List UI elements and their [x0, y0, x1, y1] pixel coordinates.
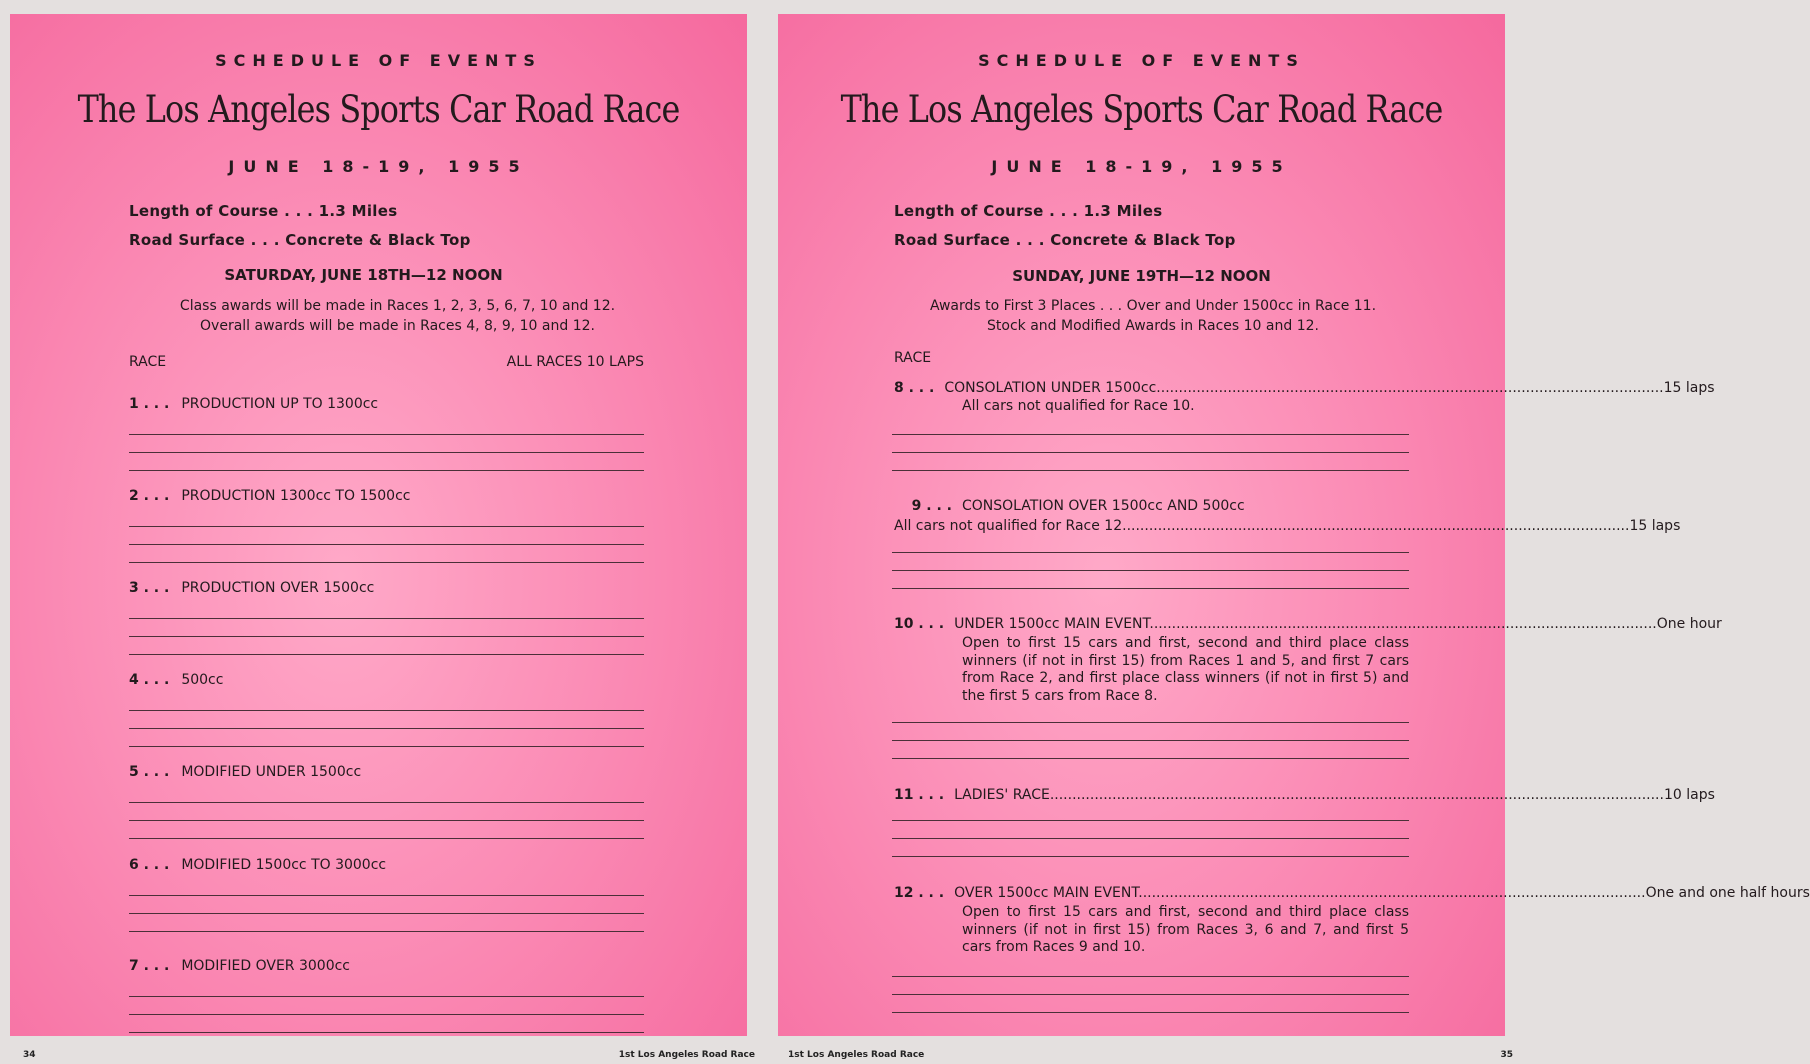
race-name: OVER 1500cc MAIN EVENT: [954, 885, 1139, 901]
divider-line: [892, 452, 1409, 453]
schedule-header: SCHEDULE OF EVENTS: [215, 51, 542, 70]
race-laps: 15 laps: [1663, 380, 1715, 396]
race-name: LADIES' RACE: [954, 787, 1050, 803]
race-name: MODIFIED 1500cc TO 3000cc: [181, 857, 387, 873]
race-name: UNDER 1500cc MAIN EVENT: [954, 616, 1150, 632]
race-entry: [129, 958, 350, 974]
race-description: All cars not qualified for Race 10.: [962, 398, 1195, 414]
race-number: 7 . . .: [129, 958, 170, 974]
race-entry: 8 . . . CONSOLATION UNDER 1500cc.................................................................................................................. 15 laps All cars not qualified for Race 10.: [894, 380, 1715, 414]
divider-line: [892, 994, 1409, 995]
course-length: Length of Course . . . 1.3 Miles: [129, 202, 398, 220]
page-number: 35: [1500, 1050, 1513, 1060]
divider-line: [892, 570, 1409, 571]
race-entry: [129, 857, 386, 873]
race-laps: One and one half hours: [1645, 885, 1810, 901]
course-length: Length of Course . . . 1.3 Miles: [894, 202, 1163, 220]
divider-line: [892, 856, 1409, 857]
race-name: CONSOLATION OVER 1500cc AND 500cc: [962, 498, 1245, 514]
race-number: 12 . . .: [894, 885, 945, 901]
race-entry: 9 . . . CONSOLATION OVER 1500cc AND 500cc All cars not qualified for Race 12.................................................................................................................. 15 laps: [894, 498, 1681, 534]
day-heading: SATURDAY, JUNE 18TH—12 NOON: [224, 266, 503, 284]
race-name: PRODUCTION 1300cc TO 1500cc: [181, 488, 411, 504]
divider-line: [892, 552, 1409, 553]
schedule-header: SCHEDULE OF EVENTS: [978, 51, 1305, 70]
divider-line: [129, 526, 644, 527]
race-column-label: RACE: [894, 350, 932, 366]
divider-line: [129, 452, 644, 453]
divider-line: [892, 758, 1409, 759]
page-footer: 1st Los Angeles Road Race: [618, 1050, 755, 1060]
race-number: 11 . . .: [894, 787, 945, 803]
left-page: [10, 14, 755, 1060]
page-number: 34: [23, 1050, 36, 1060]
awards-note-1: Class awards will be made in Races 1, 2, 3, 5, 6, 7, 10 and 12.: [179, 298, 616, 314]
race-name: PRODUCTION OVER 1500cc: [181, 580, 375, 596]
awards-note-2: Overall awards will be made in Races 4, 8, 9, 10 and 12.: [200, 318, 595, 334]
race-laps: 15 laps: [1629, 518, 1681, 534]
divider-line: [129, 618, 644, 619]
divider-line: [129, 1032, 644, 1033]
divider-line: [129, 636, 644, 637]
road-surface: Road Surface . . . Concrete & Black Top: [894, 231, 1236, 249]
race-entry: [129, 764, 361, 780]
divider-line: [892, 1012, 1409, 1013]
page-footer: 1st Los Angeles Road Race: [788, 1050, 925, 1060]
divider-line: [129, 802, 644, 803]
divider-line: [129, 654, 644, 655]
race-entry: [129, 672, 223, 688]
awards-note-2: Stock and Modified Awards in Races 10 and 12.: [987, 318, 1319, 334]
road-surface: Road Surface . . . Concrete & Black Top: [129, 231, 471, 249]
divider-line: [129, 913, 644, 914]
divider-line: [892, 588, 1409, 589]
race-number: 2 . . .: [129, 488, 170, 504]
divider-line: [892, 722, 1409, 723]
race-number: 10 . . .: [894, 616, 945, 632]
race-name: MODIFIED OVER 3000cc: [181, 958, 350, 974]
race-name: CONSOLATION UNDER 1500cc: [944, 380, 1157, 396]
race-column-label: RACE: [129, 354, 167, 370]
page-title: The Los Angeles Sports Car Road Race: [840, 88, 1443, 131]
divider-line: [892, 820, 1409, 821]
race-number: 6 . . .: [129, 857, 170, 873]
race-description: Open to first 15 cars and first, second and third place class winners (if not in first 15) from Races 1 and 5, and first 7 cars from Race 2, and first place class winners (if not in first 5) and the first 5 cars from Race 8.: [962, 635, 1409, 704]
race-number: 9 . . .: [911, 498, 952, 514]
race-name: 500cc: [181, 672, 224, 688]
divider-line: [129, 434, 644, 435]
divider-line: [892, 470, 1409, 471]
divider-line: [129, 746, 644, 747]
race-subtitle: All cars not qualified for Race 12: [894, 518, 1123, 534]
event-dates: JUNE 18-19, 1955: [991, 157, 1292, 176]
race-entry: [129, 488, 410, 504]
race-number: 1 . . .: [129, 396, 170, 412]
race-number: 4 . . .: [129, 672, 170, 688]
race-number: 5 . . .: [129, 764, 170, 780]
race-description: Open to first 15 cars and first, second and third place class winners (if not in first 15) from Races 3, 6 and 7, and first 5 cars from Races 9 and 10.: [962, 904, 1409, 955]
divider-line: [892, 434, 1409, 435]
race-entry: 10 . . . UNDER 1500cc MAIN EVENT.................................................................................................................. One hour Open to first 15 cars and first, second and third place class winners (if not in first 15) from Races 1 and 5, and first 7 cars from Race 2, and first place class winners (if not in first 5) and the first 5 cars from Race 8.: [894, 616, 1722, 704]
day-heading: SUNDAY, JUNE 19TH—12 NOON: [1012, 267, 1271, 285]
divider-line: [129, 728, 644, 729]
race-laps: 10 laps: [1663, 787, 1715, 803]
divider-line: [892, 740, 1409, 741]
divider-line: [129, 470, 644, 471]
divider-line: [892, 976, 1409, 977]
race-name: PRODUCTION UP TO 1300cc: [181, 396, 379, 412]
awards-note-1: Awards to First 3 Places . . . Over and Under 1500cc in Race 11.: [929, 298, 1377, 314]
divider-line: [129, 996, 644, 997]
race-entry: [129, 396, 378, 412]
right-page: [778, 14, 1810, 1060]
divider-line: [129, 562, 644, 563]
divider-line: [129, 1014, 644, 1015]
race-entry: 11 . . . LADIES' RACE.......................................................................................................................................... 10 laps: [894, 787, 1715, 803]
page-title: The Los Angeles Sports Car Road Race: [77, 88, 680, 131]
race-number: 3 . . .: [129, 580, 170, 596]
divider-line: [129, 838, 644, 839]
laps-column-label: ALL RACES 10 LAPS: [506, 354, 644, 370]
event-dates: JUNE 18-19, 1955: [228, 157, 529, 176]
divider-line: [129, 710, 644, 711]
race-name: MODIFIED UNDER 1500cc: [181, 764, 362, 780]
race-entry: [129, 580, 374, 596]
divider-line: [892, 838, 1409, 839]
divider-line: [129, 895, 644, 896]
divider-line: [129, 544, 644, 545]
race-laps: One hour: [1656, 616, 1722, 632]
race-number: 8 . . .: [894, 380, 935, 396]
race-entry: 12 . . . OVER 1500cc MAIN EVENT.................................................................................................................. One and one half hours Open to first 15 cars and first, second and third place class winners (if not in first 15) from Races 3, 6 and 7, and first 5 cars from Races 9 and 10.: [894, 885, 1810, 955]
divider-line: [129, 931, 644, 932]
divider-line: [129, 820, 644, 821]
